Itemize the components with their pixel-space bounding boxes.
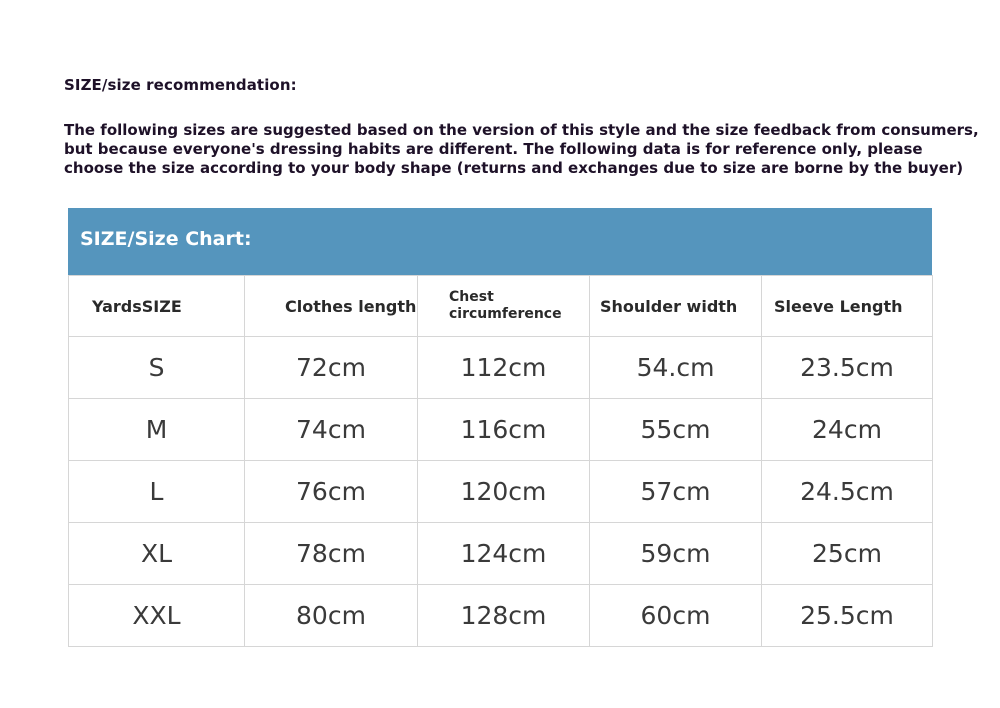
table-row bbox=[69, 461, 933, 523]
cell-clothes-length: 74cm bbox=[245, 399, 418, 461]
intro-text bbox=[64, 121, 979, 178]
column-header-shoulder bbox=[590, 276, 762, 337]
page-heading: SIZE/size recommendation: bbox=[64, 76, 297, 94]
cell-clothes-length: 72cm bbox=[245, 337, 418, 399]
table-row bbox=[69, 399, 933, 461]
cell-shoulder: 60cm bbox=[590, 585, 762, 647]
cell-clothes-length: 80cm bbox=[245, 585, 418, 647]
column-header-label: Chest bbox=[449, 289, 494, 305]
column-header-label: Shoulder width bbox=[600, 296, 738, 316]
table-row bbox=[69, 585, 933, 647]
cell-chest: 116cm bbox=[418, 399, 590, 461]
column-header-label: Sleeve Length bbox=[774, 296, 903, 316]
intro-line: but because everyone's dressing habits are different. The following data is for reference only, please bbox=[64, 140, 923, 158]
cell-shoulder: 54.cm bbox=[590, 337, 762, 399]
column-header-chest bbox=[418, 276, 590, 337]
size-chart-title: SIZE/Size Chart: bbox=[80, 228, 252, 250]
cell-shoulder: 57cm bbox=[590, 461, 762, 523]
size-chart bbox=[68, 208, 932, 647]
column-header-label: circumference bbox=[449, 306, 562, 322]
cell-size: XL bbox=[69, 523, 245, 585]
column-header-sleeve bbox=[762, 276, 933, 337]
cell-shoulder: 55cm bbox=[590, 399, 762, 461]
intro-line: The following sizes are suggested based on the version of this style and the size feedback from consumers, bbox=[64, 121, 979, 139]
table-row bbox=[69, 523, 933, 585]
cell-sleeve: 23.5cm bbox=[762, 337, 933, 399]
cell-clothes-length: 78cm bbox=[245, 523, 418, 585]
column-header-clothes-length bbox=[245, 276, 418, 337]
cell-sleeve: 25.5cm bbox=[762, 585, 933, 647]
cell-sleeve: 24.5cm bbox=[762, 461, 933, 523]
cell-chest: 128cm bbox=[418, 585, 590, 647]
cell-sleeve: 25cm bbox=[762, 523, 933, 585]
cell-size: XXL bbox=[69, 585, 245, 647]
column-header-label: Clothes length bbox=[285, 296, 417, 316]
intro-line: choose the size according to your body shape (returns and exchanges due to size are borne by the buyer) bbox=[64, 159, 964, 177]
cell-clothes-length: 76cm bbox=[245, 461, 418, 523]
cell-size: M bbox=[69, 399, 245, 461]
column-header-yards bbox=[69, 276, 245, 337]
cell-size: L bbox=[69, 461, 245, 523]
cell-sleeve: 24cm bbox=[762, 399, 933, 461]
cell-chest: 124cm bbox=[418, 523, 590, 585]
cell-size: S bbox=[69, 337, 245, 399]
cell-chest: 112cm bbox=[418, 337, 590, 399]
size-chart-header bbox=[68, 208, 932, 275]
cell-chest: 120cm bbox=[418, 461, 590, 523]
cell-shoulder: 59cm bbox=[590, 523, 762, 585]
table-header-row bbox=[69, 276, 933, 337]
column-header-label: YardsSIZE bbox=[92, 296, 182, 316]
table-row bbox=[69, 337, 933, 399]
size-table bbox=[68, 275, 933, 647]
